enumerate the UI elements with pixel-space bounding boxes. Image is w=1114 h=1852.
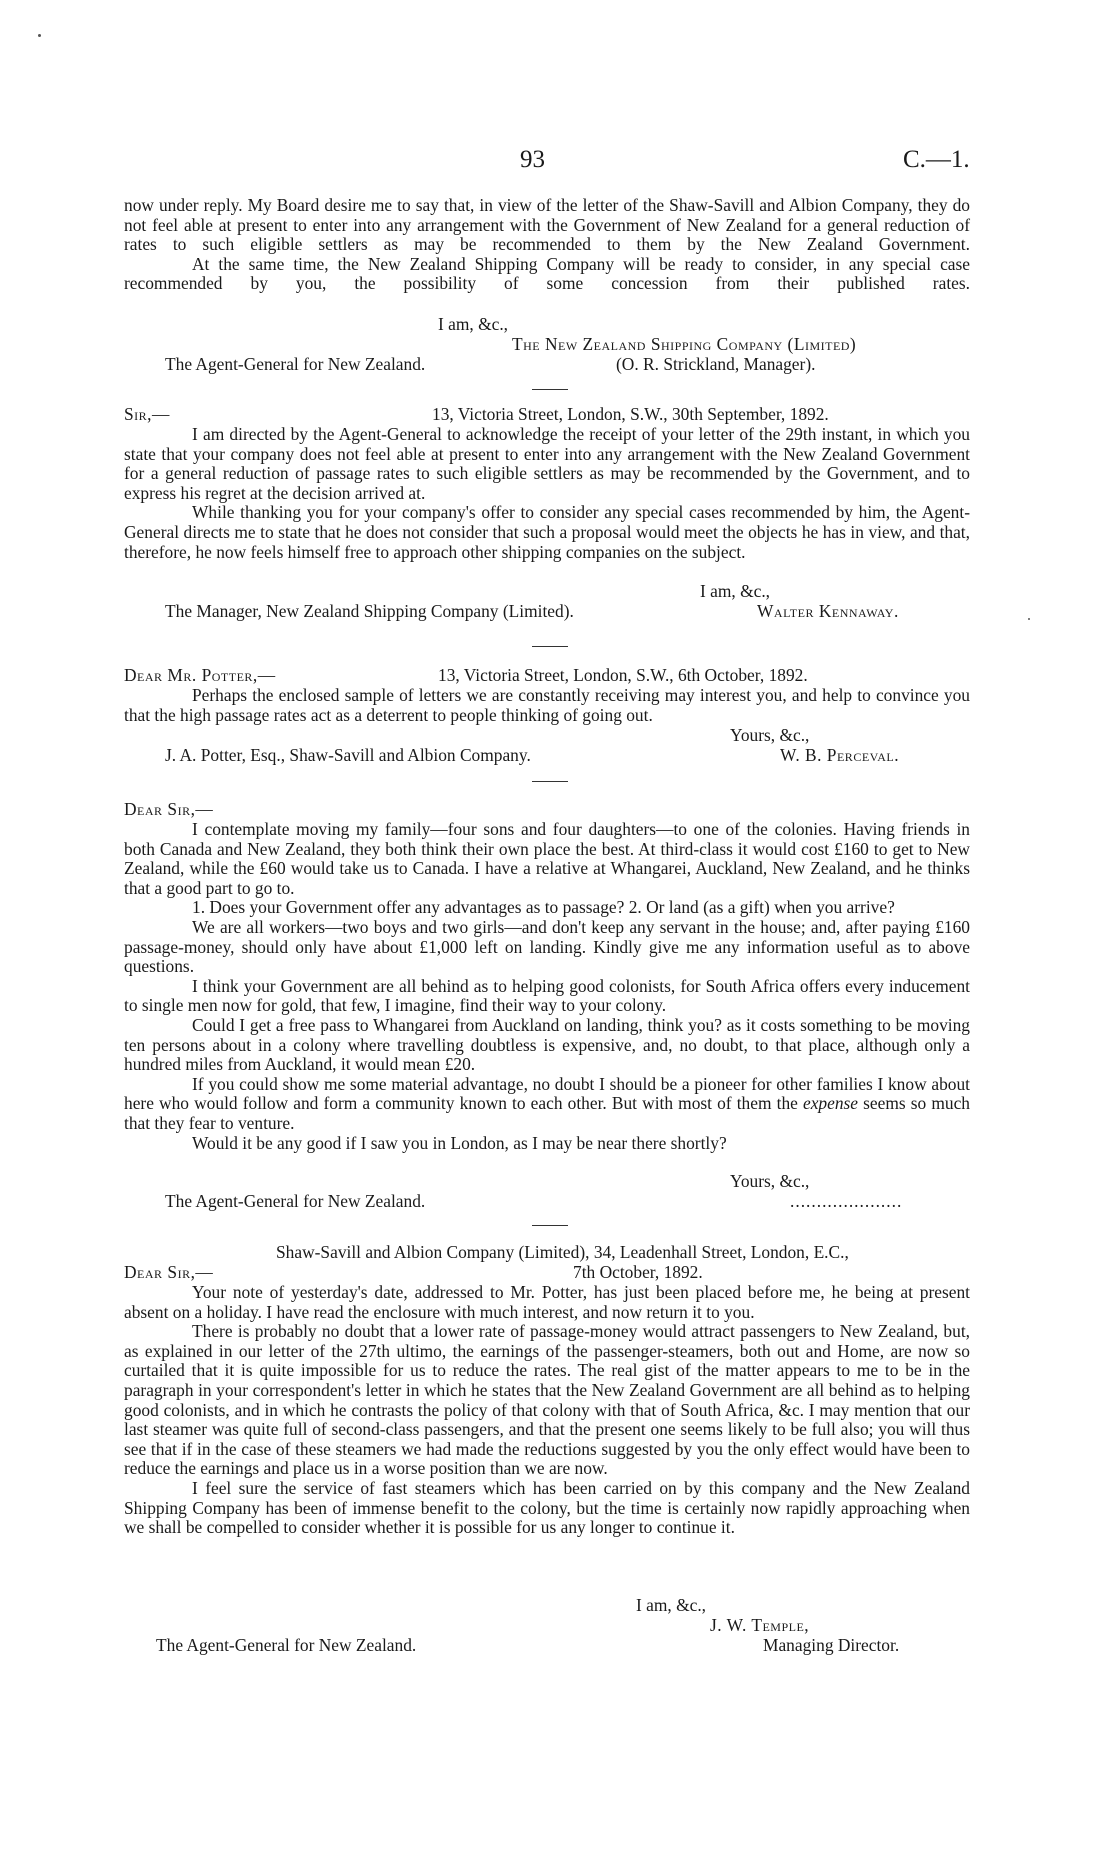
emphasis: expense: [802, 1093, 859, 1114]
closing: Yours, &c.,: [730, 725, 810, 745]
signatory: J. W. Temple,: [710, 1615, 810, 1635]
paragraph: Would it be any good if I saw you in London, as I may be near there shortly?: [192, 1132, 727, 1153]
signatory: W. B. Perceval.: [780, 745, 900, 765]
paragraph: There is probably no doubt that a lower rate of passage-money would attract passengers to New Zealand, but, as explained in our letter of the 27th ultimo, the earnings of the passenger-steamers, both out and Home, are now so curtailed that it is quite impossible for us to reduce the rates. The real gist of the matter appears to me to be in the paragraph in your correspondent's letter in which he states that the New Zealand Government are all behind as to helping good colonists, and in which he contrasts the policy of that colony with that of South Africa, &c. I may mention that our last steamer was quite full of second-class passengers, and that the present one seems likely to be full also; you will thus see that if in the case of these steamers we had made the reductions suggested by you the only effect would have been to reduce the earnings and place us in a worse position than we are now.: [124, 1321, 970, 1479]
paragraph: I think your Government are all behind as to helping good colonists, for South Africa offers every inducement to single men now for gold, that few, I imagine, find their way to your colony.: [124, 975, 970, 1016]
closing: I am, &c.,: [700, 581, 771, 601]
salutation: Dear Sir,—: [124, 799, 214, 819]
signatory: Walter Kennaway.: [757, 601, 899, 621]
letter-3-body: [124, 686, 970, 725]
paragraph: At the same time, the New Zealand Shipping Company will be ready to consider, in any special case recommended by you, the possibility of some concession from their published rates.: [124, 253, 970, 294]
salutation: Dear Sir,—: [124, 1262, 214, 1282]
paragraph: While thanking you for your company's offer to consider any special cases recommended by him, the Agent-General directs me to state that he does not consider that such a proposal would meet the objects he has in view, and that, therefore, he now feels himself free to approach other shipping companies on the subject.: [124, 502, 970, 562]
company-signature: The New Zealand Shipping Company (Limited): [512, 334, 857, 354]
addressee: The Agent-General for New Zealand.: [165, 1191, 426, 1211]
margin-mark: [1028, 618, 1030, 620]
letter-address: 13, Victoria Street, London, S.W., 6th October, 1892.: [438, 665, 808, 685]
letter-address: Shaw-Savill and Albion Company (Limited), 34, Leadenhall Street, London, E.C.,: [276, 1242, 849, 1262]
text: If you could show me some material advantage, no doubt I should be a pioneer for other families I know about here who would follow and form a community known to each other. But with most of them the: [124, 1073, 970, 1114]
paragraph: I feel sure the service of fast steamers which has been carried on by this company and the New Zealand Shipping Company has been of immense benefit to the colony, but the time is certainly now rapidly approaching when we shall be compelled to consider whether it is possible for us any longer to continue it.: [124, 1477, 970, 1538]
paragraph: 1. Does your Government offer any advantages as to passage? 2. Or land (as a gift) when you arrive?: [192, 897, 895, 918]
paragraph: now under reply. My Board desire me to say that, in view of the letter of the Shaw-Savill and Albion Company, they do not feel able at present to enter into any arrangement with the Government of New Zealand for a general reduction of rates to such eligible settlers as may be recommended to them by the New Zealand Government.: [124, 195, 970, 255]
letter-5-body: [124, 1283, 970, 1538]
margin-mark: [38, 34, 41, 37]
letter-2-body: [124, 425, 970, 562]
page-number: 93: [520, 146, 545, 173]
closing: Yours, &c.,: [730, 1171, 810, 1191]
letter-4-body: [124, 820, 970, 1153]
salutation: Dear Mr. Potter,—: [124, 665, 276, 685]
divider: [532, 389, 568, 390]
closing: I am, &c.,: [636, 1595, 707, 1615]
addressee: The Manager, New Zealand Shipping Company (Limited).: [165, 601, 574, 621]
letter-address: 13, Victoria Street, London, S.W., 30th September, 1892.: [432, 404, 829, 424]
addressee: The Agent-General for New Zealand.: [165, 354, 426, 374]
text: seems so much that they fear to venture.: [124, 1093, 970, 1133]
letter-date: 7th October, 1892.: [573, 1262, 703, 1282]
letter-1-body: [124, 196, 970, 294]
divider: [532, 1225, 568, 1226]
paragraph: Your note of yesterday's date, addressed to Mr. Potter, has just been placed before me, he being at present absent on a holiday. I have read the enclosure with much interest, and now return it to you.: [124, 1282, 970, 1322]
addressee: The Agent-General for New Zealand.: [156, 1635, 417, 1655]
paragraph: [124, 1075, 970, 1134]
paragraph: I am directed by the Agent-General to acknowledge the receipt of your letter of the 29th instant, in which you state that your company does not feel able at present to enter into any arrangement with the New Zealand Government for a general reduction of passage rates to such eligible settlers as may be recommended by the Government, and to express his regret at the decision arrived at.: [124, 424, 970, 503]
signatory: .....................: [790, 1191, 903, 1211]
addressee: J. A. Potter, Esq., Shaw-Savill and Albion Company.: [165, 745, 531, 765]
document-reference: C.—1.: [903, 146, 970, 173]
divider: [532, 646, 568, 647]
salutation: Sir,—: [124, 404, 170, 424]
divider: [532, 781, 568, 782]
signatory: (O. R. Strickland, Manager).: [616, 354, 816, 374]
closing: I am, &c.,: [438, 314, 509, 334]
paragraph: I contemplate moving my family—four sons and four daughters—to one of the colonies. Having friends in both Canada and New Zealand, they both think their own place the best. At third-class it would cost £160 to get to New Zealand, while the £60 would take us to Canada. I have a relative at Whangarei, Auckland, New Zealand, and he thinks that a good part to go to.: [124, 819, 970, 898]
signatory-title: Managing Director.: [763, 1635, 900, 1655]
paragraph: We are all workers—two boys and two girls—and don't keep any servant in the house; and, after paying £160 passage-money, should only have about £1,000 left on landing. Kindly give me any information useful as to above questions.: [124, 916, 970, 977]
paragraph: Perhaps the enclosed sample of letters we are constantly receiving may interest you, and help to convince you that the high passage rates act as a deterrent to people thinking of going out.: [124, 685, 970, 725]
paragraph: Could I get a free pass to Whangarei from Auckland on landing, think you? as it costs something to be moving ten persons about in a colony where travelling doubtless is expensive, and, no doubt, to that place, although only a hundred miles from Auckland, it would mean £20.: [124, 1014, 970, 1075]
